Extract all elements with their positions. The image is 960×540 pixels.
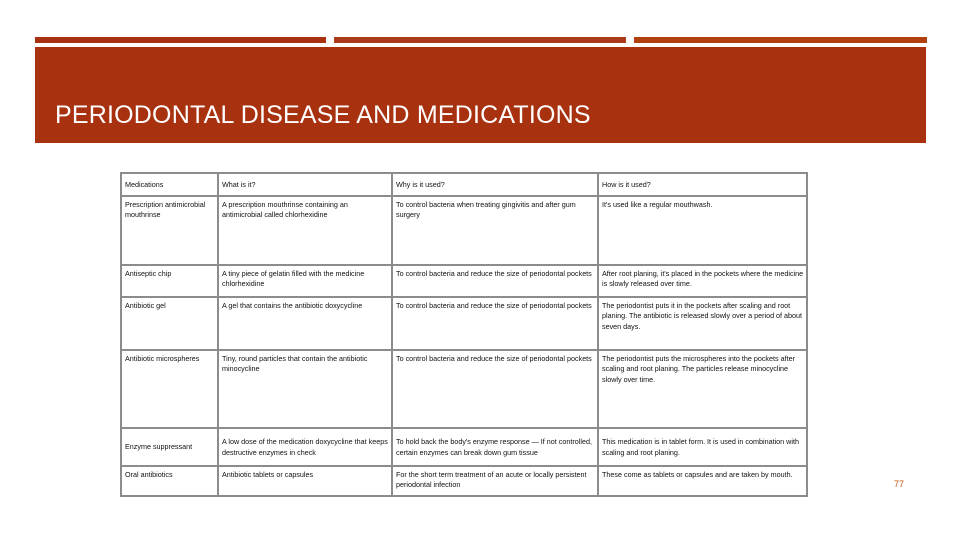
accent-bar-2 xyxy=(334,37,626,43)
header-what-is-it: What is it? xyxy=(218,173,392,196)
table-row xyxy=(121,265,807,297)
table-cell: This medication is in tablet form. It is used in combination with scaling and root planing. xyxy=(598,428,807,466)
table-cell: A low dose of the medication doxycycline that keeps destructive enzymes in check xyxy=(218,428,392,466)
table-row xyxy=(121,428,807,466)
table-row xyxy=(121,196,807,265)
header-how-used: How is it used? xyxy=(598,173,807,196)
table-cell: Enzyme suppressant xyxy=(121,428,218,466)
table-cell: A gel that contains the antibiotic doxycycline xyxy=(218,297,392,350)
slide-number: 77 xyxy=(894,479,905,489)
table-cell: Tiny, round particles that contain the antibiotic minocycline xyxy=(218,350,392,428)
table-row xyxy=(121,297,807,350)
header-why-used: Why is it used? xyxy=(392,173,598,196)
header-medications: Medications xyxy=(121,173,218,196)
table-row xyxy=(121,350,807,428)
table-cell: After root planing, it's placed in the pockets where the medicine is slowly released over time. xyxy=(598,265,807,297)
table-cell: To control bacteria and reduce the size of periodontal pockets xyxy=(392,350,598,428)
table-cell: A prescription mouthrinse containing an antimicrobial called chlorhexidine xyxy=(218,196,392,265)
table-cell: Antibiotic microspheres xyxy=(121,350,218,428)
accent-bar-1 xyxy=(35,37,326,43)
table-cell: To hold back the body's enzyme response — If not controlled, certain enzymes can break down gum tissue xyxy=(392,428,598,466)
table-row xyxy=(121,466,807,496)
table-cell: The periodontist puts the microspheres into the pockets after scaling and root planing. The particles release minocycline slowly over time. xyxy=(598,350,807,428)
table-header-row xyxy=(121,173,807,196)
table-cell: To control bacteria when treating gingivitis and after gum surgery xyxy=(392,196,598,265)
table-cell: It's used like a regular mouthwash. xyxy=(598,196,807,265)
table-cell: Antiseptic chip xyxy=(121,265,218,297)
table-cell: These come as tablets or capsules and are taken by mouth. xyxy=(598,466,807,496)
table-cell: Antibiotic gel xyxy=(121,297,218,350)
medications-table xyxy=(120,172,808,497)
title-banner xyxy=(35,47,926,143)
accent-bar-3 xyxy=(634,37,927,43)
table-cell: Prescription antimicrobial mouthrinse xyxy=(121,196,218,265)
table-cell: To control bacteria and reduce the size of periodontal pockets xyxy=(392,297,598,350)
table-cell: For the short term treatment of an acute or locally persistent periodontal infection xyxy=(392,466,598,496)
table-cell: Oral antibiotics xyxy=(121,466,218,496)
slide-title: PERIODONTAL DISEASE AND MEDICATIONS xyxy=(55,101,591,129)
table-cell: The periodontist puts it in the pockets after scaling and root planing. The antibiotic is released slowly over a period of about seven days. xyxy=(598,297,807,350)
table-cell: A tiny piece of gelatin filled with the medicine chlorhexidine xyxy=(218,265,392,297)
table-cell: Antibiotic tablets or capsules xyxy=(218,466,392,496)
table-cell: To control bacteria and reduce the size of periodontal pockets xyxy=(392,265,598,297)
